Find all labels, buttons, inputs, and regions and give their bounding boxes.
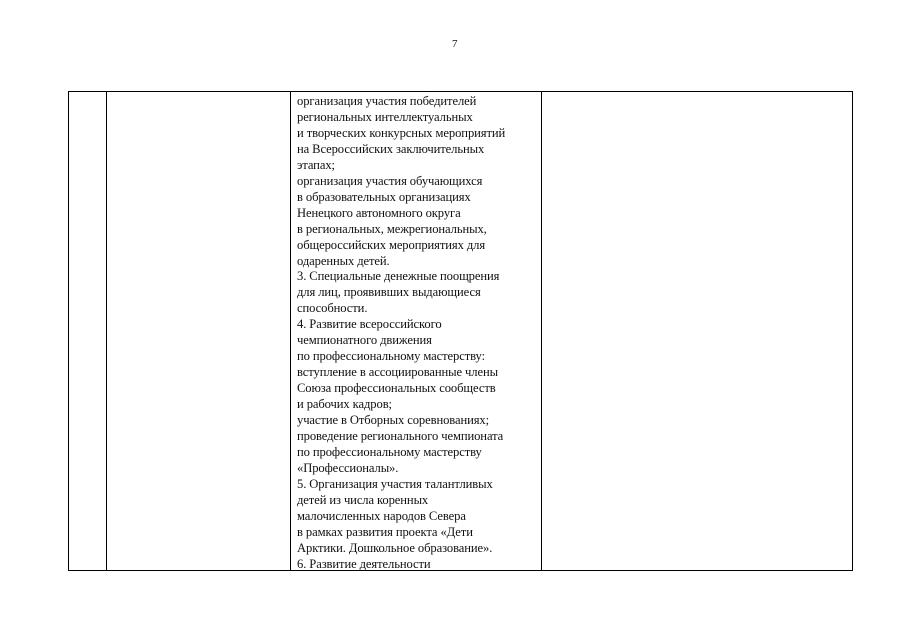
text-line: одаренных детей. xyxy=(297,253,390,268)
text-line: в образовательных организациях xyxy=(297,189,471,204)
column-divider xyxy=(541,92,542,570)
text-line: проведение регионального чемпионата xyxy=(297,429,504,444)
text-line: организация участия победителей xyxy=(297,94,477,108)
text-line: этапах; xyxy=(297,157,335,172)
text-line: региональных интеллектуальных xyxy=(297,109,473,124)
page-number: 7 xyxy=(452,38,458,50)
text-line: 5. Организация участия талантливых xyxy=(297,476,493,491)
text-line: в рамках развития проекта «Дети xyxy=(297,524,473,539)
text-line: для лиц, проявивших выдающиеся xyxy=(297,285,481,300)
content-table xyxy=(68,91,853,571)
text-line: и творческих конкурсных мероприятий xyxy=(297,125,506,140)
text-line: детей из числа коренных xyxy=(297,492,429,507)
text-line: в региональных, межрегиональных, xyxy=(297,221,487,236)
column-divider xyxy=(290,92,291,570)
text-line: по профессиональному мастерству xyxy=(297,444,482,459)
text-line: чемпионатного движения xyxy=(297,333,432,348)
text-line: и рабочих кадров; xyxy=(297,397,392,412)
table-cell-activities xyxy=(297,94,537,573)
column-divider xyxy=(106,92,107,570)
text-line: Ненецкого автономного округа xyxy=(297,205,461,220)
text-line: Арктики. Дошкольное образование». xyxy=(297,540,493,555)
text-line: вступление в ассоциированные члены xyxy=(297,365,498,380)
text-line: «Профессионалы». xyxy=(297,460,399,475)
text-line: 4. Развитие всероссийского xyxy=(297,317,442,332)
text-line: по профессиональному мастерству: xyxy=(297,349,485,364)
text-line: 3. Специальные денежные поощрения xyxy=(297,269,500,284)
text-line: общероссийских мероприятиях для xyxy=(297,237,486,252)
text-line: способности. xyxy=(297,301,368,316)
text-line: 6. Развитие деятельности xyxy=(297,556,431,571)
text-line: организация участия обучающихся xyxy=(297,173,483,188)
text-line: на Всероссийских заключительных xyxy=(297,141,485,156)
text-line: участие в Отборных соревнованиях; xyxy=(297,413,490,428)
text-line: малочисленных народов Севера xyxy=(297,508,466,523)
text-line: Союза профессиональных сообществ xyxy=(297,381,496,396)
